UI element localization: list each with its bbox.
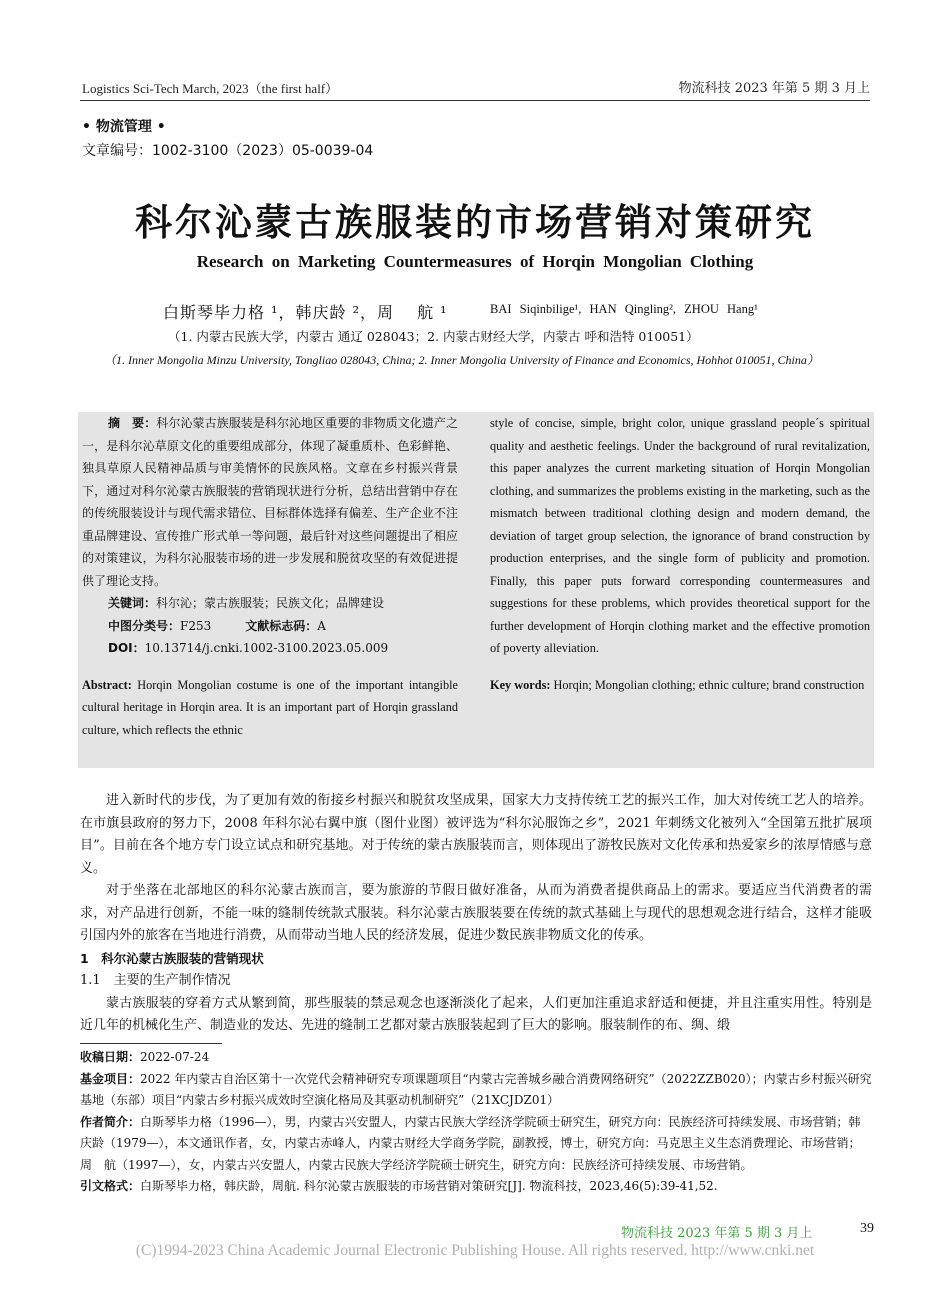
running-header-en: Logistics Sci-Tech March, 2023（the first half）	[82, 81, 339, 96]
authors-cn: 白斯琴毕力格 ¹，韩庆龄 ²，周 航 ¹	[163, 303, 448, 322]
footnote-rule	[80, 1043, 222, 1044]
abstract-en-text-part2: style of concise, simple, bright color, unique grassland people´s spiritual quality and aesthetic feelings. Under the background of rural revitalization, this paper analyzes the current marketing situation of Horqin Mongolian clothing, and summarizes the problems existing in the marketing, such as the mismatch between traditional clothing design and modern demand, the deviation of target group selection, the ignorance of brand construction by production enterprises, and the single form of publicity and promotion. Finally, this paper puts forward corresponding countermeasures and suggestions for these problems, which provides theoretical support for the further development of Horqin clothing market and the effective promotion of poverty alleviation.	[490, 416, 870, 655]
author-bio-text: 白斯琴毕力格（1996—），男，内蒙古兴安盟人，内蒙古民族大学经济学院硕士研究生，研究方向：民族经济可持续发展、市场营销；韩庆龄（1979—），本文通讯作者，女，内蒙古赤峰人，内蒙古财经大学商务学院，副教授，博士，研究方向：马克思主义生态消费理论、市场营销；周 航（1997—），女，内蒙古兴安盟人，内蒙古民族大学经济学院硕士研究生，研究方向：民族经济可持续发展、市场营销。	[80, 1114, 861, 1172]
fund-text: 2022 年内蒙古自治区第十一次党代会精神研究专项课题项目“内蒙古完善城乡融合消费网络研究”（2022ZZB020）；内蒙古乡村振兴研究基地（东部）项目“内蒙古乡村振兴成效时空演化格局及其驱动机制研究”（21XCJDZ01）	[80, 1071, 872, 1107]
keywords-cn-label: 关键词：	[108, 596, 157, 610]
abstract-right-column	[490, 412, 870, 696]
author-bio-label: 作者简介：	[80, 1114, 141, 1129]
received-label: 收稿日期：	[80, 1050, 141, 1064]
keywords-cn-text: 科尔沁；蒙古族服装；民族文化；品牌建设	[156, 596, 385, 610]
abstract-en-label: Abstract:	[82, 677, 132, 692]
footnotes	[80, 1047, 872, 1198]
received-text: 2022-07-24	[140, 1050, 210, 1064]
running-header-cn: 物流科技 2023 年第 5 期 3 月上	[678, 81, 870, 96]
abstract-cn	[82, 412, 458, 592]
footnote-fund	[80, 1069, 872, 1112]
keywords-en-label: Key words:	[490, 677, 551, 692]
body-paragraph-1: 进入新时代的步伐，为了更加有效的衔接乡村振兴和脱贫攻坚成果，国家大力支持传统工艺的振兴工作，加大对传统工艺人的培养。在市旗县政府的努力下，2008 年科尔沁右翼中旗（图什业图）被评选为“科尔沁服饰之乡”，2021 年刺绣文化被列入“全国第五批扩展项目”。目前在各个地方专门设立试点和研究基地。对于传统的蒙古族服装而言，则体现出了游牧民族对文化传承和热爱家乡的浓厚情感与意义。	[80, 793, 872, 876]
copyright-watermark: (C)1994-2023 China Academic Journal Electronic Publishing House. All rights reserved. http://www.cnki.net	[135, 1242, 815, 1259]
body-text	[80, 790, 872, 1038]
affiliation-en: （1. Inner Mongolia Minzu University, Tongliao 028043, China; 2. Inner Mongolia University of Finance and Economics, Hohhot 010051, China）	[104, 353, 819, 367]
article-number: 文章编号：1002-3100（2023）05-0039-04	[82, 143, 374, 159]
doi-label: DOI：	[108, 641, 145, 655]
abstract-en-start	[82, 674, 458, 742]
citation-text: 白斯琴毕力格，韩庆龄，周航. 科尔沁蒙古族服装的市场营销对策研究[J]. 物流科技，2023,46(5):39-41,52.	[140, 1179, 718, 1193]
abstract-en-continued	[490, 412, 870, 660]
doc-code-label: 文献标志码：	[245, 618, 318, 633]
abstract-box	[78, 412, 874, 768]
doi-line	[82, 637, 458, 660]
abstract-en-text-part1: Horqin Mongolian costume is one of the important intangible cultural heritage in Horqin area. It is an important part of Horqin grassland culture, which reflects the ethnic	[82, 677, 459, 737]
page-number: 39	[860, 1221, 874, 1236]
authors-en: BAI Siqinbilige¹, HAN Qingling², ZHOU Hang¹	[490, 302, 758, 316]
section-heading-1: 1 科尔沁蒙古族服装的营销现状	[80, 950, 264, 966]
keywords-en-text: Horqin; Mongolian clothing; ethnic culture; brand construction	[553, 677, 865, 692]
header-rule	[80, 100, 870, 101]
affiliation-cn: （1. 内蒙古民族大学，内蒙古 通辽 028043；2. 内蒙古财经大学，内蒙古 呼和浩特 010051）	[168, 329, 699, 344]
clc-label: 中图分类号：	[108, 618, 181, 633]
citation-label: 引文格式：	[80, 1179, 141, 1193]
doc-code-value: A	[317, 618, 326, 633]
title-cn: 科尔沁蒙古族服装的市场营销对策研究	[135, 201, 815, 244]
footnote-authors	[80, 1112, 872, 1177]
footer-journal: 物流科技 2023 年第 5 期 3 月上	[621, 1226, 813, 1241]
section-heading-1-1: 1.1 主要的生产制作情况	[80, 973, 231, 988]
keywords-en	[490, 674, 870, 697]
footnote-received	[80, 1047, 872, 1069]
abstract-cn-text: 科尔沁蒙古族服装是科尔沁地区重要的非物质文化遗产之一，是科尔沁草原文化的重要组成部分，体现了凝重质朴、色彩鲜艳、独具草原人民精神品质与审美情怀的民族风格。文章在乡村振兴背景下，通过对科尔沁蒙古族服装的营销现状进行分析，总结出营销中存在的传统服装设计与现代需求错位、目标群体选择有偏差、生产企业不注重品牌建设、宣传推广形式单一等问题，最后针对这些问题提出了相应的对策建议，为科尔沁服装市场的进一步发展和脱贫攻坚的有效促进提供了理论支持。	[82, 416, 458, 588]
body-paragraph-3: 蒙古族服装的穿着方式从繁到简，那些服装的禁忌观念也逐渐淡化了起来，人们更加注重追求舒适和便捷，并且注重实用性。特别是近几年的机械化生产、制造业的发达、先进的缝制工艺都对蒙古族服装起到了巨大的影响。服装制作的布、绸、缎	[80, 995, 872, 1033]
column-tag: • 物流管理 •	[82, 119, 166, 135]
clc-value: F253	[180, 618, 212, 633]
fund-label: 基金项目：	[80, 1071, 141, 1086]
title-en: Research on Marketing Countermeasures of Horqin Mongolian Clothing	[196, 252, 754, 271]
abstract-left-column	[82, 412, 458, 741]
footnote-citation	[80, 1176, 872, 1198]
abstract-cn-label: 摘 要：	[108, 416, 157, 430]
keywords-cn	[82, 592, 458, 615]
body-paragraph-2: 对于坐落在北部地区的科尔沁蒙古族而言，要为旅游的节假日做好准备，从而为消费者提供商品上的需求。要适应当代消费者的需求，对产品进行创新，不能一味的缝制传统款式服装。科尔沁蒙古族服装要在传统的款式基础上与现代的思想观念进行结合，这样才能吸引国内外的旅客在当地进行消费，从而带动当地人民的经济发展，促进少数民族非物质文化的传承。	[80, 883, 872, 943]
doi-value: 10.13714/j.cnki.1002-3100.2023.05.009	[144, 641, 389, 655]
classification-line	[82, 615, 458, 638]
